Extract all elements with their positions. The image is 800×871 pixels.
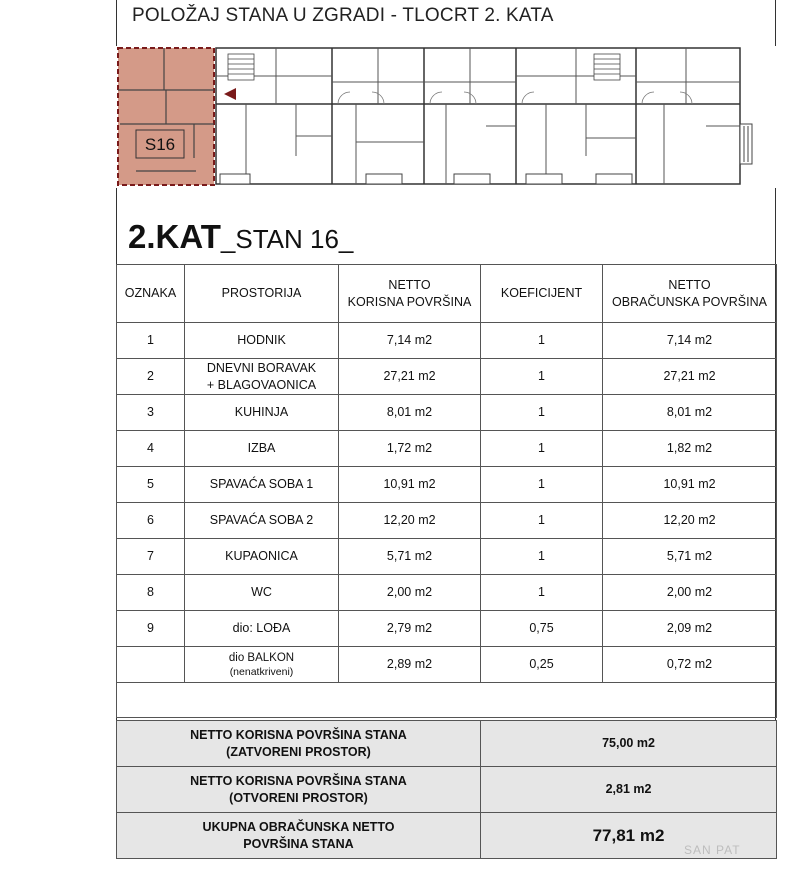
empty-row xyxy=(117,683,777,718)
table-row: 8 WC 2,00 m2 1 2,00 m2 xyxy=(117,575,777,611)
summary-row-open: NETTO KORISNA POVRŠINA STANA (OTVORENI PROSTOR) 2,81 m2 xyxy=(117,767,777,813)
unit-title xyxy=(128,218,353,256)
table-row: 6 SPAVAĆA SOBA 2 12,20 m2 1 12,20 m2 xyxy=(117,503,777,539)
table-header-row xyxy=(117,265,777,323)
floor-plan xyxy=(116,46,776,188)
col-header-prostorija: PROSTORIJA xyxy=(185,265,339,323)
floor-label: 2.KAT xyxy=(128,218,221,255)
col-header-oznaka: OZNAKA xyxy=(117,265,185,323)
table-row: 9 dio: LOĐA 2,79 m2 0,75 2,09 m2 xyxy=(117,611,777,647)
summary-row-total: UKUPNA OBRAČUNSKA NETTO POVRŠINA STANA 77,81 m2 xyxy=(117,813,777,859)
table-row: 5 SPAVAĆA SOBA 1 10,91 m2 1 10,91 m2 xyxy=(117,467,777,503)
unit-label-title: _STAN 16_ xyxy=(220,224,354,254)
col-header-obracunska: NETTO OBRAČUNSKA POVRŠINA xyxy=(603,265,777,323)
summary-table xyxy=(116,720,777,859)
watermark: SAN PAT xyxy=(684,843,741,857)
table-row: dio BALKON (nenatkriveni) 2,89 m2 0,25 0,72 m2 xyxy=(117,647,777,683)
col-header-netto: NETTO KORISNA POVRŠINA xyxy=(339,265,481,323)
table-row: 2 DNEVNI BORAVAK + BLAGOVAONICA 27,21 m2 1 27,21 m2 xyxy=(117,359,777,395)
table-row: 7 KUPAONICA 5,71 m2 1 5,71 m2 xyxy=(117,539,777,575)
unit-label: S16 xyxy=(144,135,176,154)
page-heading: POLOŽAJ STANA U ZGRADI - TLOCRT 2. KATA xyxy=(132,5,554,26)
table-row: 4 IZBA 1,72 m2 1 1,82 m2 xyxy=(117,431,777,467)
summary-row-closed: NETTO KORISNA POVRŠINA STANA (ZATVORENI PROSTOR) 75,00 m2 xyxy=(117,721,777,767)
table-row: 3 KUHINJA 8,01 m2 1 8,01 m2 xyxy=(117,395,777,431)
rooms-table xyxy=(116,264,777,718)
table-row: 1 HODNIK 7,14 m2 1 7,14 m2 xyxy=(117,323,777,359)
col-header-koeficijent: KOEFICIJENT xyxy=(481,265,603,323)
